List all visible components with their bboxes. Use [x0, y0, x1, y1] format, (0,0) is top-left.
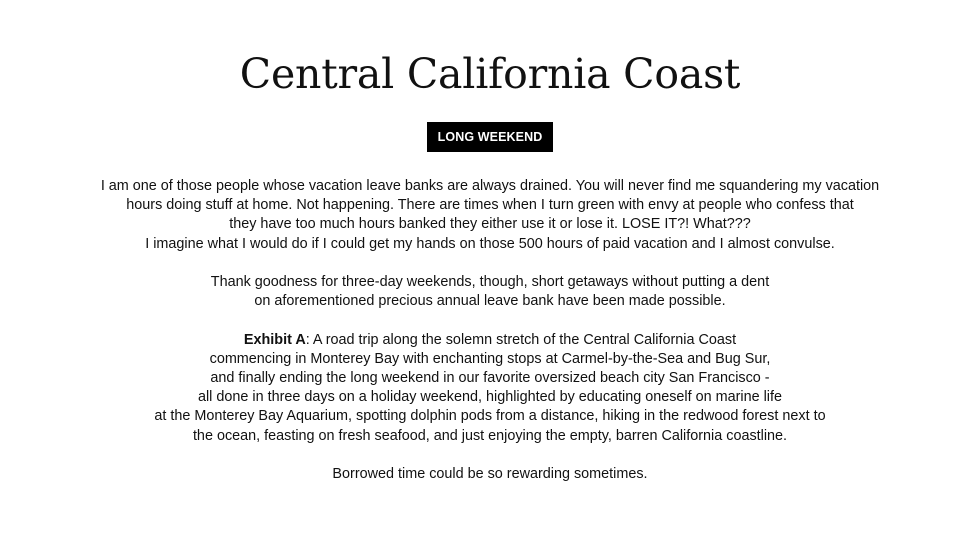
weekend-paragraph — [30, 273, 950, 311]
exhibit-lead-text: : A road trip along the solemn stretch of the Central California Coast — [305, 331, 737, 348]
text-line: commencing in Monterey Bay with enchanting stops at Carmel-by-the-Sea and Bug Sur, — [209, 350, 771, 367]
closing-paragraph — [30, 465, 950, 484]
text-line: hours doing stuff at home. Not happening. There are times when I turn green with envy at people who confess that — [126, 197, 854, 214]
text-line: at the Monterey Bay Aquarium, spotting dolphin pods from a distance, hiking in the redwood forest next to — [154, 408, 826, 425]
text-line: Thank goodness for three-day weekends, though, short getaways without putting a dent — [210, 274, 770, 290]
exhibit-paragraph — [30, 331, 950, 446]
text-line: they have too much hours banked they either use it or lose it. LOSE IT?! What??? — [229, 216, 751, 233]
text-line: the ocean, feasting on fresh seafood, and just enjoying the empty, barren California coastline. — [192, 427, 788, 444]
text-line: on aforementioned precious annual leave bank have been made possible. — [254, 293, 726, 310]
closing-line: Borrowed time could be so rewarding sometimes. — [332, 466, 648, 482]
text-line: I imagine what I would do if I could get my hands on those 500 hours of paid vacation and I almost convulse. — [145, 235, 835, 252]
article-body — [30, 177, 950, 484]
text-line: I am one of those people whose vacation leave banks are always drained. You will never find me squandering my vacation — [100, 178, 880, 194]
page-title: Central California Coast — [239, 50, 741, 98]
text-line: and finally ending the long weekend in our favorite oversized beach city San Francisco - — [210, 370, 770, 386]
exhibit-label: Exhibit A — [243, 331, 306, 348]
text-line: all done in three days on a holiday weekend, highlighted by educating oneself on marine life — [197, 389, 782, 406]
exhibit-lead-line — [30, 331, 950, 350]
intro-paragraph — [30, 177, 950, 254]
badge-row — [0, 122, 980, 152]
long-weekend-tag[interactable]: LONG WEEKEND — [427, 122, 554, 152]
